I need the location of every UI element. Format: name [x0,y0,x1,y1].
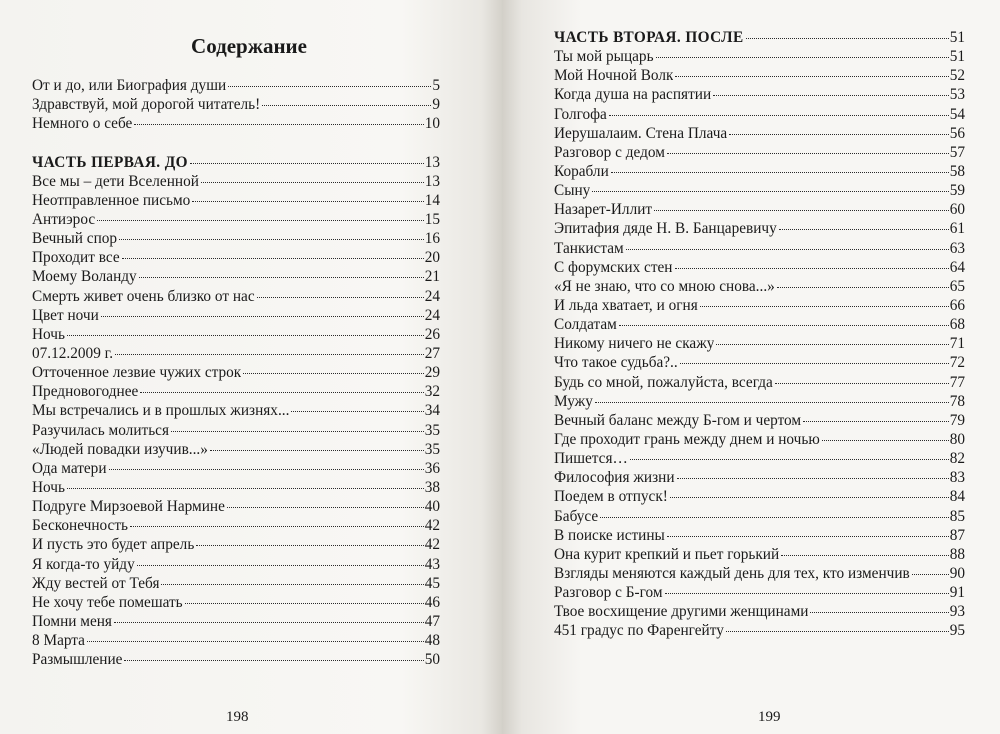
toc-entry-title: Все мы – дети Вселенной [32,172,199,190]
toc-entry-page: 14 [424,191,440,209]
dot-leader [595,402,949,403]
page-number-right: 199 [758,709,781,725]
dot-leader [822,440,949,441]
toc-entry-title: Взгляды меняются каждый день для тех, кто изменчив [554,564,910,582]
toc-section-heading [32,153,440,172]
dot-leader [262,105,431,106]
toc-entry [554,143,965,162]
dot-leader [122,258,424,259]
dot-leader [67,488,424,489]
toc-entry-title: Корабли [554,162,609,180]
toc-entry [32,555,440,574]
toc-entry-page: 38 [424,478,440,496]
toc-entry-title: Разговор с дедом [554,143,665,161]
dot-leader [912,574,949,575]
toc-entry [554,353,965,372]
toc-entry-page: 80 [949,430,965,448]
toc-entry [554,583,965,602]
toc-entry [554,373,965,392]
toc-entry-page: 78 [949,392,965,410]
toc-entry-page: 51 [949,48,965,66]
dot-leader [201,182,424,183]
dot-leader [656,57,949,58]
toc-entry-page: 29 [424,364,440,382]
toc-entry-page: 43 [424,555,440,573]
dot-leader [161,584,423,585]
toc-entry-title: Размышление [32,651,123,669]
toc-entry [32,535,440,554]
toc-entry-title: Ты мой рыцарь [554,48,654,66]
toc-entry [32,650,440,669]
toc-entry-title: Здравствуй, мой дорогой читатель! [32,96,261,114]
dot-leader [654,210,949,211]
dot-leader [134,124,423,125]
toc-entry [32,114,440,133]
toc-entry-title: Пишется… [554,450,628,468]
toc-entry-page: 52 [949,67,965,85]
toc-entry-page: 79 [949,411,965,429]
dot-leader [729,134,949,135]
toc-entry-title: «Людей повадки изучив...» [32,440,208,458]
toc-entry-page: 60 [949,201,965,219]
toc-entry [554,621,965,640]
toc-entry-title: Неотправленное письмо [32,191,191,209]
toc-entry-title: И льда хватает, и огня [554,296,698,314]
toc-entry-page: 53 [949,86,965,104]
toc-entry-title: Философия жизни [554,469,675,487]
toc-entry-page: 54 [949,105,965,123]
toc-entry [32,267,440,286]
toc-entry-title: В поиске истины [554,526,665,544]
toc-entry-title: Разговор с Б-гом [554,584,663,602]
toc-entry [554,315,965,334]
dot-leader [171,431,424,432]
toc-entry [554,239,965,258]
toc-entry-page: 82 [949,450,965,468]
toc-entry-page: 5 [432,77,440,94]
dot-leader [592,191,948,192]
toc-entry-page: 65 [949,277,965,295]
dot-leader [67,335,424,336]
toc-entry-title: 8 Марта [32,632,85,650]
dot-leader [726,631,949,632]
toc-entry [32,325,440,344]
dot-leader [630,459,949,460]
toc-entry [32,497,440,516]
toc-entry [554,602,965,621]
toc-entry-title: Будь со мной, пожалуйста, всегда [554,373,773,391]
toc-entry [554,392,965,411]
toc-title: Содержание [191,34,307,58]
toc-entry [554,47,965,66]
toc-entry-page: 21 [424,268,440,286]
toc-entry-page: 48 [424,632,440,650]
dot-leader [139,277,424,278]
toc-entry-title: Мой Ночной Волк [554,67,674,85]
dot-leader [667,153,949,154]
dot-leader [680,363,949,364]
toc-entry-page: 61 [949,220,965,238]
dot-leader [600,517,949,518]
toc-entry [32,440,440,459]
toc-entry-page: 93 [949,603,965,621]
toc-entry-title: Подруге Мирзоевой Нармине [32,498,225,516]
toc-entry [554,277,965,296]
toc-entry-title: Моему Воланду [32,268,137,286]
toc-entry-page: 58 [949,162,965,180]
toc-entry-title: Вечный спор [32,230,118,248]
dot-leader [114,622,424,623]
dot-leader [257,297,424,298]
toc-entry [32,421,440,440]
dot-leader [227,507,424,508]
dot-leader [777,287,949,288]
toc-entry [554,219,965,238]
toc-entry [32,593,440,612]
toc-section-heading [554,28,965,47]
toc-entry-page: 64 [949,258,965,276]
dot-leader [781,555,949,556]
dot-leader [196,545,423,546]
dot-leader [109,469,424,470]
toc-entry [32,478,440,497]
toc-entry [554,66,965,85]
toc-entry-page: 32 [424,383,440,401]
toc-entry-title: Мужу [554,392,593,410]
toc-entry-title: Танкистам [554,239,624,257]
toc-entry-page: 42 [424,517,440,535]
toc-entry-title: 07.12.2009 г. [32,344,114,362]
toc-entry-title: Ода матери [32,459,107,477]
page-number-left: 198 [226,709,249,725]
toc-entry [554,85,965,104]
toc-entry-title: «Я не знаю, что со мною снова...» [554,277,775,295]
toc-entry-title: Мы встречались и в прошлых жизнях... [32,402,290,420]
toc-entry-page: 45 [424,574,440,592]
toc-entry-title: С форумских стен [554,258,673,276]
toc-entry-title: Я когда-то уйду [32,555,135,573]
toc-entry-title: Цвет ночи [32,306,99,324]
toc-entry [32,306,440,325]
dot-leader [713,95,949,96]
toc-entry-page: 24 [424,287,440,305]
dot-leader [190,163,424,164]
dot-leader [746,38,949,39]
toc-entry-title: Отточенное лезвие чужих строк [32,364,242,382]
toc-entry-title: Никому ничего не скажу [554,335,715,353]
toc-entry-title: От и до, или Биография души [32,77,227,94]
toc-entry [554,124,965,143]
toc-entry-title: Вечный баланс между Б-гом и чертом [554,411,802,429]
toc-entry-page: 83 [949,469,965,487]
dot-leader [119,239,424,240]
dot-leader [775,383,949,384]
toc-entry-page: 26 [424,325,440,343]
toc-entry-page: 85 [949,507,965,525]
toc-entry [32,401,440,420]
toc-entry-page: 20 [424,249,440,267]
toc-entry-page: 10 [424,115,440,133]
toc-entry-title: И пусть это будет апрель [32,536,195,554]
toc-entry-page: 13 [424,153,440,171]
toc-entry-page: 36 [424,459,440,477]
dot-leader [609,115,949,116]
toc-entry-title: 451 градус по Фаренгейту [554,622,724,640]
toc-entry-title: Она курит крепкий и пьет горький [554,545,780,563]
toc-entry [32,248,440,267]
toc-entry [32,191,440,210]
dot-leader [619,325,949,326]
toc-entry-title: Твое восхищение другими женщинами [554,603,809,621]
dot-leader [670,497,949,498]
toc-entry [554,105,965,124]
toc-entry [32,287,440,306]
toc-entry-title: ЧАСТЬ ПЕРВАЯ. ДО [32,153,188,171]
toc-entry [554,468,965,487]
dot-leader [803,421,949,422]
toc-entry-page: 35 [424,440,440,458]
toc-entry-title: Немного о себе [32,115,133,133]
toc-entry-title: Предновогоднее [32,383,139,401]
toc-entry [554,564,965,583]
toc-entry-title: Когда душа на распятии [554,86,712,104]
toc-entry-title: Что такое судьба?.. [554,354,678,372]
toc-entry [554,181,965,200]
toc-entry-title: Солдатам [554,316,617,334]
toc-entry-page: 77 [949,373,965,391]
dot-leader [675,76,948,77]
toc-entry-page: 35 [424,421,440,439]
dot-leader [810,612,948,613]
toc-entry-page: 40 [424,498,440,516]
toc-entry-title: Разучилась молиться [32,421,169,439]
dot-leader [210,450,424,451]
toc-entry [554,296,965,315]
toc-entry [554,545,965,564]
toc-entry [32,210,440,229]
toc-entry-page: 57 [949,143,965,161]
toc-entry-title: Помни меня [32,612,112,630]
dot-leader [675,268,949,269]
dot-leader [677,478,949,479]
toc-entry-title: Бесконечность [32,517,129,535]
toc-entry-title: Поедем в отпуск! [554,488,668,506]
toc-entry-title: Где проходит грань между днем и ночью [554,430,820,448]
toc-entry [32,382,440,401]
toc-entry [32,95,440,114]
toc-entry-title: Ночь [32,325,65,343]
toc-entry-title: Антиэрос [32,210,96,228]
toc-entry-page: 13 [424,172,440,190]
toc-entry-title: ЧАСТЬ ВТОРАЯ. ПОСЛЕ [554,29,744,46]
toc-entry [32,631,440,650]
toc-entry-page: 56 [949,124,965,142]
toc-entry-title: Бабусе [554,507,599,525]
toc-entry-page: 91 [949,584,965,602]
dot-leader [192,201,423,202]
toc-entry [554,411,965,430]
toc-entry [554,449,965,468]
dot-leader [130,526,424,527]
toc-entry [32,229,440,248]
toc-entry-page: 34 [424,402,440,420]
toc-entry-page: 50 [424,651,440,669]
toc-entry-page: 90 [949,564,965,582]
toc-entry [32,612,440,631]
dot-leader [243,373,423,374]
toc-entry-page: 47 [424,612,440,630]
toc-entry-title: Проходит все [32,249,120,267]
toc-entry [554,507,965,526]
toc-entry-title: Назарет-Иллит [554,201,653,219]
toc-entry-page: 42 [424,536,440,554]
dot-leader [291,411,423,412]
toc-entry [554,258,965,277]
toc-entry [554,162,965,181]
toc-entry-title: Ночь [32,478,65,496]
toc-entry-title: Эпитафия дяде Н. В. Банцаревичу [554,220,777,238]
toc-list-right [554,28,965,641]
dot-leader [101,316,424,317]
toc-entry-page: 15 [424,210,440,228]
toc-entry [32,76,440,95]
dot-leader [716,344,948,345]
toc-entry [32,574,440,593]
dot-leader [667,536,949,537]
toc-entry-title: Сыну [554,182,591,200]
toc-entry-page: 24 [424,306,440,324]
toc-entry-page: 71 [949,335,965,353]
toc-entry-page: 66 [949,296,965,314]
toc-entry-title: Смерть живет очень близко от нас [32,287,255,305]
dot-leader [611,172,949,173]
right-page [502,0,1000,734]
toc-entry-page: 95 [949,622,965,640]
toc-entry [554,200,965,219]
toc-entry [554,526,965,545]
toc-entry [554,430,965,449]
toc-entry-page: 9 [432,96,440,114]
dot-leader [87,641,424,642]
toc-entry-page: 46 [424,593,440,611]
toc-entry-title: Иерушалаим. Стена Плача [554,124,728,142]
toc-entry [32,516,440,535]
toc-entry-page: 88 [949,545,965,563]
toc-entry-title: Жду вестей от Тебя [32,574,160,592]
dot-leader [700,306,949,307]
toc-entry [32,363,440,382]
dot-leader [626,249,949,250]
toc-entry-page: 63 [949,239,965,257]
toc-entry [554,334,965,353]
toc-entry-page: 84 [949,488,965,506]
toc-entry [32,172,440,191]
toc-entry-title: Голгофа [554,105,607,123]
dot-leader [97,220,424,221]
toc-list-left [32,76,440,669]
dot-leader [115,354,424,355]
toc-entry-page: 27 [424,344,440,362]
toc-entry-page: 87 [949,526,965,544]
toc-entry-page: 72 [949,354,965,372]
dot-leader [124,660,423,661]
toc-entry [32,344,440,363]
toc-entry-title: Не хочу тебе помешать [32,593,183,611]
dot-leader [779,229,949,230]
dot-leader [665,593,949,594]
dot-leader [185,603,424,604]
toc-entry-page: 16 [424,230,440,248]
dot-leader [137,565,424,566]
toc-entry [554,487,965,506]
dot-leader [140,392,423,393]
dot-leader [228,86,431,87]
toc-entry-page: 59 [949,182,965,200]
toc-entry-page: 51 [949,29,965,46]
toc-entry-page: 68 [949,316,965,334]
toc-entry [32,459,440,478]
